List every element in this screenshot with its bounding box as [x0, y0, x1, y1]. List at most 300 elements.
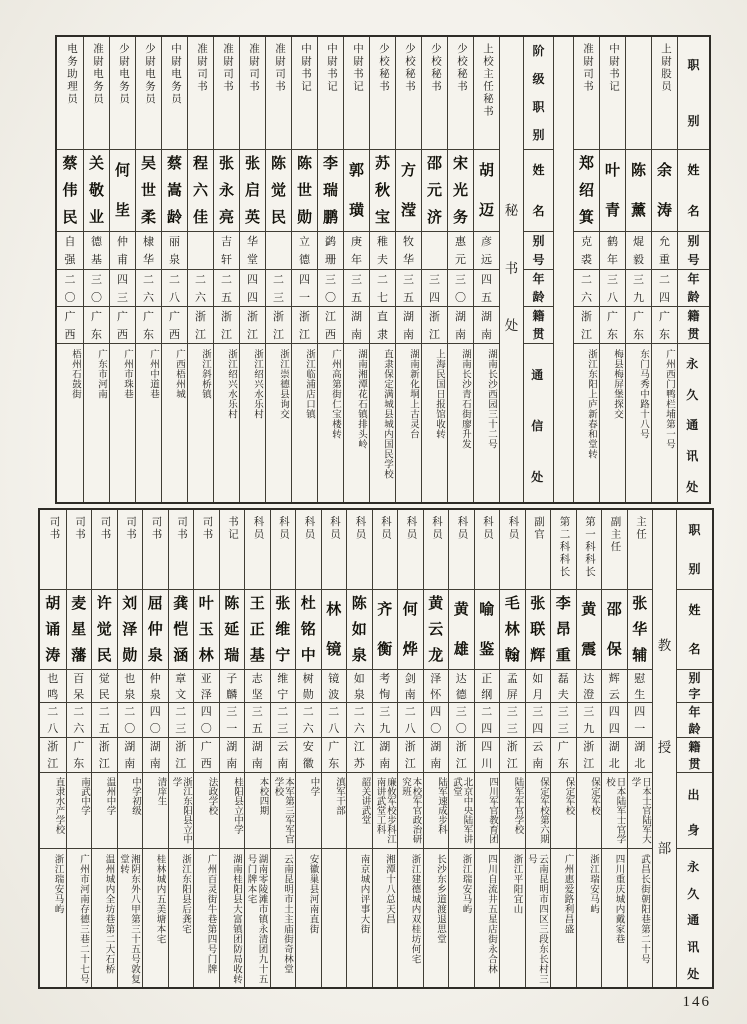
age-cell: 二 六 [136, 270, 161, 307]
title-cell: 科员 [322, 510, 347, 590]
age-cell: 三 一 [220, 703, 245, 738]
age-cell: 二 四 [652, 270, 677, 307]
origin-cell: 浙 江 [292, 307, 317, 344]
alias-cell: 维 宁 [271, 670, 296, 703]
age-cell: 二 八 [398, 703, 423, 738]
title-cell: 准尉司书 [240, 37, 265, 150]
name-cell: 李 昂 重 [551, 590, 576, 670]
address-cell: 武昌长街朝阳巷第二十号 [639, 854, 650, 964]
origin-cell: 江 苏 [347, 738, 372, 773]
address-cell: 云南昆明市土主庙街奇林堂 [282, 854, 293, 974]
person-column [83, 37, 109, 502]
title-cell: 准尉电务员 [84, 37, 109, 150]
name-cell: 杜 铭 中 [296, 590, 321, 670]
alias-cell: 正 纲 [475, 670, 500, 703]
origin-cell: 广 东 [551, 738, 576, 773]
person-column [57, 37, 83, 502]
continuation-header-column [677, 37, 709, 502]
title-cell: 司书 [143, 510, 168, 590]
header-origin-cell: 籍 贯 [677, 738, 712, 773]
name-cell: 关 敬 业 [84, 150, 109, 232]
age-cell: 四 四 [240, 270, 265, 307]
person-column [601, 510, 627, 987]
origin-cell: 湖 南 [474, 307, 499, 344]
age-cell: 四 五 [474, 270, 499, 307]
origin-cell: 浙 江 [574, 307, 599, 344]
person-column [448, 510, 474, 987]
header-alias-cell: 别 号 [524, 232, 553, 270]
background-cell: 法政学校 [194, 773, 219, 849]
person-column [265, 37, 291, 502]
background-cell: 滇军干部 [322, 773, 347, 849]
name-cell: 余 涛 [652, 150, 677, 232]
alias-cell: 辉 云 [602, 670, 627, 703]
title-cell: 中尉书记 [292, 37, 317, 150]
origin-cell: 广 西 [194, 738, 219, 773]
alias-cell: 泽 怀 [424, 670, 449, 703]
age-cell: 二 六 [347, 703, 372, 738]
person-column [343, 37, 369, 502]
title-cell: 准尉司书 [266, 37, 291, 150]
age-cell: 三 八 [600, 270, 625, 307]
title-cell: 科员 [475, 510, 500, 590]
page-number: 146 [682, 994, 711, 1010]
origin-cell: 浙 江 [449, 738, 474, 773]
title-cell: 第二科科长 [551, 510, 576, 590]
age-cell: 二 六 [574, 270, 599, 307]
origin-cell: 浙 江 [266, 307, 291, 344]
origin-cell: 浙 江 [422, 307, 447, 344]
header-name-cell: 姓 名 [524, 150, 553, 232]
background-cell: 陆军军官学校 [500, 773, 525, 849]
background-cell: 中学初级 [118, 773, 143, 849]
name-cell: 林 镜 [322, 590, 347, 670]
origin-cell: 湖 南 [143, 738, 168, 773]
name-cell: 陈 薰 [626, 150, 651, 232]
name-cell: 毛 林 翰 [500, 590, 525, 670]
origin-cell: 广 东 [136, 307, 161, 344]
alias-cell: 焜 毅 [626, 232, 651, 270]
name-cell: 黄 震 [577, 590, 602, 670]
title-cell: 准尉司书 [214, 37, 239, 150]
address-cell: 广州市珠巷 [122, 349, 133, 399]
age-cell: 二 五 [214, 270, 239, 307]
background-cell: 浙江东阳县立中学 [169, 773, 194, 849]
title-cell: 中尉电务员 [162, 37, 187, 150]
header-address-cell: 永 久 通 讯 处 [686, 357, 699, 494]
origin-cell: 广 东 [626, 307, 651, 344]
title-cell: 第一科科长 [577, 510, 602, 590]
alias-cell: 磊 夫 [551, 670, 576, 703]
origin-cell: 广 西 [57, 307, 83, 344]
origin-cell: 广 东 [84, 307, 109, 344]
origin-cell: 云 南 [271, 738, 296, 773]
age-cell: 三 〇 [84, 270, 109, 307]
title-cell: 中尉书记 [318, 37, 343, 150]
alias-cell: 达 德 [449, 670, 474, 703]
title-cell: 副官 [526, 510, 551, 590]
alias-cell: 德 基 [84, 232, 109, 270]
age-cell: 二 七 [370, 270, 395, 307]
age-cell: 三 三 [551, 703, 576, 738]
alias-cell: 鹤 年 [600, 232, 625, 270]
name-cell: 龚 恺 涵 [169, 590, 194, 670]
origin-cell: 湖 南 [245, 738, 270, 773]
alias-cell: 吉 轩 [214, 232, 239, 270]
alias-cell: 允 重 [652, 232, 677, 270]
age-cell: 三 五 [344, 270, 369, 307]
background-cell: 桂阳县立中学 [220, 773, 245, 849]
title-cell: 准尉司书 [574, 37, 599, 150]
alias-cell: 镜 波 [322, 670, 347, 703]
person-column [270, 510, 296, 987]
age-cell: 四 〇 [143, 703, 168, 738]
header-name-cell: 姓 名 [677, 590, 712, 670]
origin-cell: 浙 江 [398, 738, 423, 773]
person-column [135, 37, 161, 502]
address-cell: 浙江崇德县询交 [278, 349, 289, 419]
department-header-column [676, 510, 712, 987]
age-cell: 四 三 [110, 270, 135, 307]
age-cell: 三 四 [526, 703, 551, 738]
background-cell: 北京中央陆军讲武堂 [449, 773, 474, 849]
address-cell: 南京城内评事大街 [358, 854, 370, 934]
background-cell: 日本陆军士官学校 [602, 773, 627, 849]
origin-cell: 云 南 [526, 738, 551, 773]
header-title-cell: 职 别 [677, 510, 712, 590]
address-cell: 云南昆明市四区三段东长村三号 [526, 854, 548, 984]
person-column [599, 37, 625, 502]
person-column [142, 510, 168, 987]
title-cell: 司书 [67, 510, 92, 590]
name-cell: 张 启 英 [240, 150, 265, 232]
alias-cell: 惠 元 [448, 232, 473, 270]
alias-cell: 亚 泽 [194, 670, 219, 703]
address-cell: 广东市河南 [96, 349, 107, 399]
header-origin-cell: 籍 贯 [524, 307, 553, 344]
name-cell: 叶 青 [600, 150, 625, 232]
address-cell: 安徽巢县河南直街 [307, 854, 319, 934]
header-address-cell: 通 信 处 [531, 367, 544, 484]
background-cell: 陆军速成步科 [424, 773, 449, 849]
name-cell: 胡 诵 涛 [40, 590, 66, 670]
background-cell: 韶关讲武堂 [347, 773, 372, 849]
name-cell: 张 华 辅 [628, 590, 653, 670]
address-cell: 湘潭十八总天昌 [384, 854, 395, 924]
alias-cell: 立 德 [292, 232, 317, 270]
header-age-cell: 年 龄 [677, 703, 712, 738]
person-column [499, 510, 525, 987]
address-cell: 温州城内全坊巷第二大石桥 [103, 854, 115, 974]
address-cell: 桂林城内五美塘本宅 [154, 854, 166, 944]
origin-cell: 湖 北 [602, 738, 627, 773]
person-column [91, 510, 117, 987]
origin-cell: 安 徽 [296, 738, 321, 773]
origin-cell: 浙 江 [577, 738, 602, 773]
age-cell: 二 三 [169, 703, 194, 738]
name-cell: 陈 世 勋 [292, 150, 317, 232]
person-column [447, 37, 473, 502]
address-cell: 四川自流井五星店街永合林 [486, 854, 497, 974]
age-cell: 三 九 [577, 703, 602, 738]
origin-cell: 浙 江 [169, 738, 194, 773]
name-cell: 胡 迈 [474, 150, 499, 232]
name-cell: 叶 玉 林 [194, 590, 219, 670]
person-column [168, 510, 194, 987]
origin-cell: 湖 南 [344, 307, 369, 344]
header-age-cell: 年 龄 [678, 270, 709, 307]
age-cell: 三 〇 [449, 703, 474, 738]
address-cell: 四川重庆城内戴家巷 [613, 854, 625, 944]
name-cell: 吴 世 柔 [136, 150, 161, 232]
title-cell: 司书 [118, 510, 143, 590]
title-cell: 准尉司书 [188, 37, 213, 150]
name-cell: 张 维 宁 [271, 590, 296, 670]
origin-cell: 湖 南 [396, 307, 421, 344]
origin-cell: 广 东 [322, 738, 347, 773]
address-cell: 广州西门鸭栏埔第一号 [664, 349, 675, 449]
person-column [573, 37, 599, 502]
alias-cell: 树 勋 [296, 670, 321, 703]
address-cell: 广州高第街仁宝楼转 [330, 349, 341, 439]
age-cell: 三 九 [626, 270, 651, 307]
person-column [474, 510, 500, 987]
age-cell: 二 六 [188, 270, 213, 307]
name-cell: 李 瑞 鹏 [318, 150, 343, 232]
alias-cell: 稚 夫 [370, 232, 395, 270]
address-cell: 浙江建德城内双桂坊何宅 [409, 854, 421, 964]
background-cell: 日本士官陆军大学 [628, 773, 653, 849]
name-cell: 何 坒 [110, 150, 135, 232]
title-cell: 司书 [169, 510, 194, 590]
header-age-cell: 年 龄 [524, 270, 553, 307]
age-cell: 二 五 [92, 703, 117, 738]
title-cell: 司书 [92, 510, 117, 590]
address-cell: 长沙东乡道渡退思堂 [435, 854, 446, 944]
background-cell: 南武中学 [67, 773, 92, 849]
person-column [187, 37, 213, 502]
person-column [627, 510, 653, 987]
secretariat-header-column [523, 37, 553, 502]
age-cell: 三 九 [373, 703, 398, 738]
header-title-cell: 职 别 [678, 37, 709, 150]
person-column [295, 510, 321, 987]
age-cell: 四 一 [628, 703, 653, 738]
title-cell: 中尉书记 [344, 37, 369, 150]
age-cell: 三 三 [500, 703, 525, 738]
alias-cell: 牧 华 [396, 232, 421, 270]
background-cell: 直隶水产学校 [40, 773, 66, 849]
person-column [346, 510, 372, 987]
origin-cell: 浙 江 [92, 738, 117, 773]
address-cell: 湖南新化垌上古灵台 [408, 349, 419, 439]
title-cell: 司书 [194, 510, 219, 590]
title-cell: 科员 [500, 510, 525, 590]
address-cell: 广西梧州城 [174, 349, 185, 399]
person-column [219, 510, 245, 987]
name-cell: 邵 保 [602, 590, 627, 670]
name-cell: 齐 衡 [373, 590, 398, 670]
name-cell: 麦 星 藩 [67, 590, 92, 670]
person-column [40, 510, 66, 987]
background-cell: 本校军官政治研究班 [398, 773, 423, 849]
background-cell: 保定军校第六期 [526, 773, 551, 849]
name-cell: 何 烨 [398, 590, 423, 670]
address-cell: 梧州石鼓街 [70, 349, 81, 399]
header-origin-cell: 籍 贯 [678, 307, 709, 344]
name-cell: 陈 如 泉 [347, 590, 372, 670]
person-column [525, 510, 551, 987]
title-cell: 少校秘书 [396, 37, 421, 150]
alias-cell: 自 强 [57, 232, 83, 270]
title-cell: 上尉股员 [652, 37, 677, 150]
name-cell: 蔡 嵩 龄 [162, 150, 187, 232]
title-cell: 电务助理员 [57, 37, 83, 150]
section-secretariat-label: 秘 书 处 [504, 203, 519, 335]
title-cell: 科员 [271, 510, 296, 590]
lower-table [38, 508, 714, 989]
address-cell: 广州惠爱路利昌盛 [562, 854, 574, 934]
name-cell: 喻 鉴 [475, 590, 500, 670]
title-cell: 司书 [40, 510, 66, 590]
person-column [193, 510, 219, 987]
alias-cell: 子 麟 [220, 670, 245, 703]
age-cell: 三 〇 [448, 270, 473, 307]
person-column [423, 510, 449, 987]
person-column [244, 510, 270, 987]
person-column [651, 37, 677, 502]
background-cell: 温州中学 [92, 773, 117, 849]
header-title-cell: 阶 级 职 别 [524, 37, 553, 150]
title-cell: 少校秘书 [370, 37, 395, 150]
age-cell: 四 一 [292, 270, 317, 307]
age-cell: 二 六 [296, 703, 321, 738]
background-cell: 本校四期 [245, 773, 270, 849]
title-cell: 少尉电务员 [136, 37, 161, 150]
person-column [317, 37, 343, 502]
address-cell [322, 849, 347, 987]
address-cell: 湖南湘潭花石镇排头岭 [356, 349, 367, 449]
background-cell: 廉攸军校步科江南讲武堂工科 [373, 773, 398, 849]
background-cell: 清庠生 [143, 773, 168, 849]
alias-cell: 也 鸣 [40, 670, 66, 703]
origin-cell: 浙 江 [214, 307, 239, 344]
origin-cell: 浙 江 [40, 738, 66, 773]
alias-cell: 剑 南 [398, 670, 423, 703]
origin-cell: 广 东 [67, 738, 92, 773]
upper-table [55, 35, 711, 504]
origin-cell: 湖 南 [220, 738, 245, 773]
age-cell: 四 〇 [424, 703, 449, 738]
background-cell: 四川军官教育团 [475, 773, 500, 849]
name-cell: 陈 觉 民 [266, 150, 291, 232]
address-cell: 湘阴东外八甲第三十五号敦复堂转 [118, 854, 140, 984]
name-cell: 郑 绍 箕 [574, 150, 599, 232]
title-cell: 科员 [347, 510, 372, 590]
age-cell: 三 〇 [318, 270, 343, 307]
alias-cell: 克 裘 [574, 232, 599, 270]
alias-cell: 考 恂 [373, 670, 398, 703]
section-secretariat [499, 37, 523, 502]
alias-cell: 丽 泉 [162, 232, 187, 270]
title-cell: 少校秘书 [422, 37, 447, 150]
age-cell: 二 八 [40, 703, 66, 738]
person-column [397, 510, 423, 987]
age-cell: 四 〇 [194, 703, 219, 738]
name-cell: 张 永 亮 [214, 150, 239, 232]
alias-cell: 棣 华 [136, 232, 161, 270]
person-column [117, 510, 143, 987]
origin-cell: 湖 南 [448, 307, 473, 344]
name-cell: 陈 延 瑞 [220, 590, 245, 670]
age-cell: 三 四 [422, 270, 447, 307]
address-cell: 浙江瑞安马屿 [460, 854, 472, 914]
name-cell: 郭 璜 [344, 150, 369, 232]
title-cell: 少校秘书 [448, 37, 473, 150]
alias-cell: 仲 泉 [143, 670, 168, 703]
origin-cell: 四 川 [475, 738, 500, 773]
age-cell: 二 四 [475, 703, 500, 738]
alias-cell [422, 232, 447, 270]
origin-cell: 湖 南 [424, 738, 449, 773]
address-cell: 浙江东阳上庐新春和堂转 [586, 349, 597, 459]
origin-cell: 广 东 [600, 307, 625, 344]
alias-cell: 百 呆 [67, 670, 92, 703]
title-cell: 科员 [373, 510, 398, 590]
title-cell: 中尉书记 [600, 37, 625, 150]
person-column [550, 510, 576, 987]
person-column [369, 37, 395, 502]
person-column [625, 37, 651, 502]
section-teaching [652, 510, 676, 987]
age-cell: 二 〇 [118, 703, 143, 738]
title-cell: 主任 [628, 510, 653, 590]
name-cell: 方 滢 [396, 150, 421, 232]
alias-cell: 觉 民 [92, 670, 117, 703]
alias-cell: 章 文 [169, 670, 194, 703]
age-cell: 四 四 [602, 703, 627, 738]
title-cell: 少尉电务员 [110, 37, 135, 150]
name-cell: 宋 光 务 [448, 150, 473, 232]
title-cell: 上校主任秘书 [474, 37, 499, 150]
title-cell: 科员 [424, 510, 449, 590]
background-cell: 本军第三军军官学校 [271, 773, 296, 849]
age-cell: 三 五 [245, 703, 270, 738]
alias-cell [266, 232, 291, 270]
alias-cell: 也 泉 [118, 670, 143, 703]
background-cell: 保定军校 [577, 773, 602, 849]
origin-cell: 浙 江 [240, 307, 265, 344]
origin-cell: 湖 南 [373, 738, 398, 773]
address-cell: 浙江斜桥镇 [200, 349, 211, 399]
address-cell: 浙江瑞安马屿 [588, 854, 599, 914]
address-cell: 湖南长沙西园三十二号 [486, 349, 497, 449]
alias-cell: 慰 生 [628, 670, 653, 703]
person-column [66, 510, 92, 987]
alias-cell: 达 澄 [577, 670, 602, 703]
alias-cell: 孟 屏 [500, 670, 525, 703]
header-alias-cell: 别 字 [677, 670, 712, 703]
address-cell: 湖南桂阳县大富镇团防局收转 [231, 854, 242, 984]
title-cell: 科员 [398, 510, 423, 590]
origin-cell: 湖 北 [628, 738, 653, 773]
age-cell: 二 六 [67, 703, 92, 738]
address-cell: 直隶保定满城县城内国民学校 [382, 349, 393, 479]
person-column [321, 510, 347, 987]
spacer-column-label [554, 37, 573, 502]
person-column [291, 37, 317, 502]
person-column [239, 37, 265, 502]
